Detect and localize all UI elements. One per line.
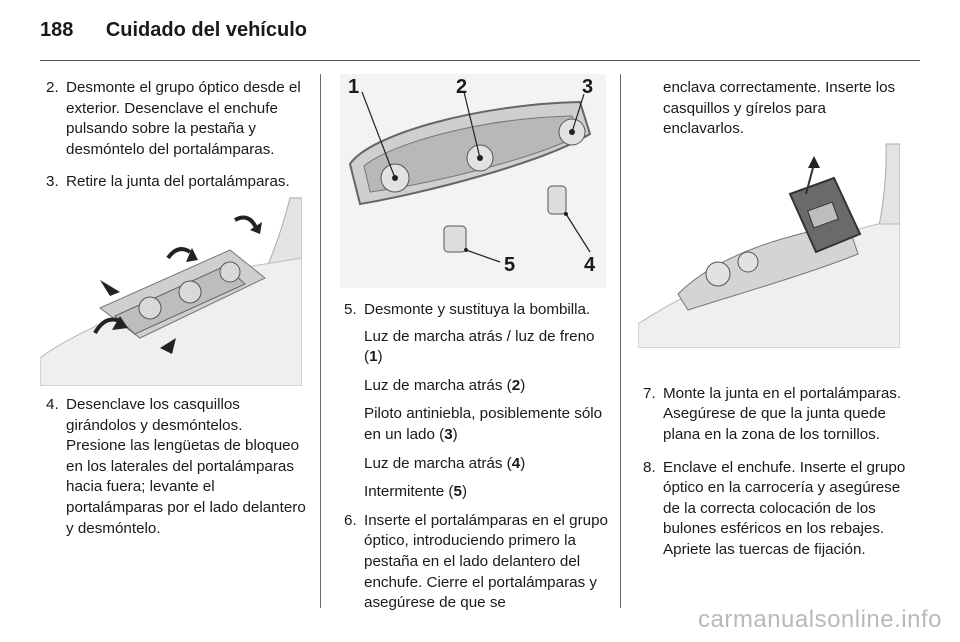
step-2 xyxy=(46,78,306,160)
column-divider-2 xyxy=(620,74,621,608)
callout-label-5: 5 xyxy=(504,254,516,276)
step-text: Desenclave los casquillos girándolos y desmóntelos. Presione las lengüetas de bloqueo en los laterales del portalámparas hacia fuera; levante el portalámparas por el lado delantero y desmóntelo. xyxy=(66,395,306,537)
step-number: 3. xyxy=(46,173,59,191)
column-divider-1 xyxy=(320,74,321,608)
bulb-ref: 2 xyxy=(511,376,521,394)
step-number: 8. xyxy=(643,458,656,476)
step-number: 2. xyxy=(46,79,59,96)
bulb-text: Luz de marcha atrás ( xyxy=(364,376,512,394)
bulb-close: ) xyxy=(377,348,383,366)
bulb-text: Luz de marcha atrás / luz de freno ( xyxy=(364,327,595,366)
step-7 xyxy=(643,384,907,446)
step-5 xyxy=(344,300,610,321)
step-text: Desmonte el grupo óptico desde el exterior. Desenclave el enchufe pulsando sobre la pestaña y desmóntelo del portalámparas. xyxy=(66,79,301,158)
bulb-item-4 xyxy=(344,454,610,475)
bulb-close: ) xyxy=(520,454,526,472)
page-number: 188 xyxy=(40,19,74,41)
step-number: 5. xyxy=(344,301,357,318)
bulb-item-1 xyxy=(344,327,610,368)
step-number: 6. xyxy=(344,511,357,529)
bulb-ref: 3 xyxy=(444,425,453,443)
callout-label-4: 4 xyxy=(584,254,596,276)
watermark: carmanualsonline.info xyxy=(698,606,942,633)
bulb-close: ) xyxy=(452,425,458,443)
step-text: Monte la junta en el portalámparas. Asegúrese de que la junta quede plana en la zona de los tornillos. xyxy=(663,384,902,443)
bulb-ref: 1 xyxy=(369,348,378,366)
step-8 xyxy=(643,458,907,561)
step-6 xyxy=(344,511,610,614)
bulb-close: ) xyxy=(520,376,526,394)
callout-label-1: 1 xyxy=(348,76,360,98)
page-header xyxy=(40,12,307,48)
bulb-ref: 5 xyxy=(453,483,462,501)
bulb-ref: 4 xyxy=(511,454,521,472)
bulb-text: Intermitente ( xyxy=(364,483,454,501)
step-4 xyxy=(46,395,306,539)
bulb-close: ) xyxy=(461,483,467,501)
callout-label-2: 2 xyxy=(456,76,468,98)
step-number: 7. xyxy=(643,384,656,402)
bulb-text: Luz de marcha atrás ( xyxy=(364,454,512,472)
figure-bulb-positions xyxy=(340,74,606,288)
step-text: Enclave el enchufe. Inserte el grupo óptico en la carrocería y asegúrese de la correcta colocación de los bulones esféricos en los rebajes. Apriete las tuercas de fijación. xyxy=(663,458,906,558)
bulb-text: Piloto antiniebla, posiblemente sólo en un lado ( xyxy=(364,405,603,443)
header-rule xyxy=(40,60,920,61)
bulb-item-2 xyxy=(344,376,610,397)
step-6-continued: enclava correctamente. Inserte los casquillos y gírelos para enclavarlos. xyxy=(663,79,896,138)
step-text: Retire la junta del portalámparas. xyxy=(66,173,290,191)
step-text: Desmonte y sustituya la bombilla. xyxy=(364,301,591,318)
figure-lamp-unit-connector xyxy=(638,134,900,348)
figure-lamp-holder-removal xyxy=(40,188,302,386)
step-number: 4. xyxy=(46,395,59,413)
bulb-item-5 xyxy=(344,482,610,503)
callout-label-3: 3 xyxy=(582,76,594,98)
page-title: Cuidado del vehículo xyxy=(105,19,307,41)
bulb-item-3 xyxy=(344,404,610,445)
column-2 xyxy=(344,300,610,626)
step-text: Inserte el portalámparas en el grupo óptico, introduciendo primero la pestaña en el lado delantero del enchufe. Cierre el portalámparas y asegúrese de que se xyxy=(364,511,608,612)
